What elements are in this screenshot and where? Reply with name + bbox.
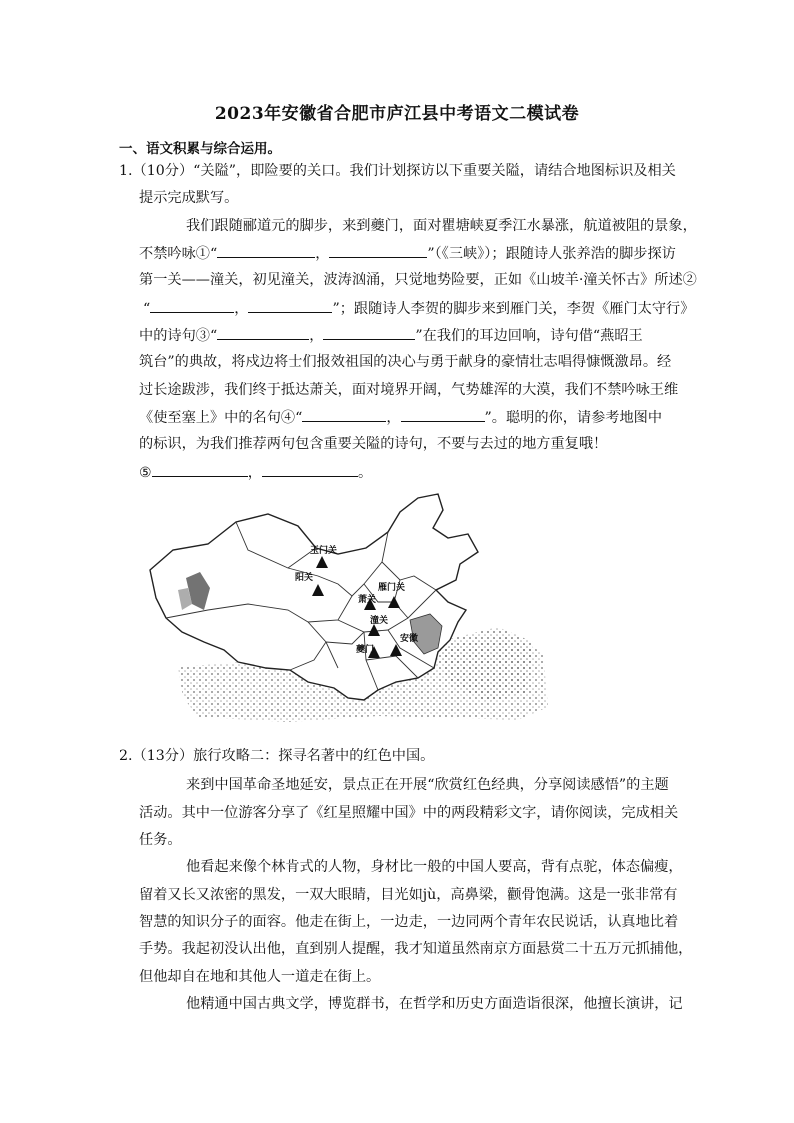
q1-text: ， (315, 246, 330, 262)
q1-text: ”；跟随诗人李贺的脚步来到雁门关，李贺《雁门太守行》 (332, 301, 695, 317)
map-label: 雁门关 (378, 583, 406, 593)
map-label: 潼关 (370, 616, 389, 626)
answer-blank[interactable] (401, 407, 485, 422)
q1-text: ”在我们的耳边回响，诗句借“燕昭王 (415, 328, 643, 344)
q1-line (139, 325, 643, 346)
q1-line: 筑台”的典故，将戍边将士们报效祖国的决心与勇于献身的豪情壮志唱得慷慨激昂。经 (139, 354, 672, 370)
answer-blank[interactable] (150, 298, 234, 313)
china-map-figure (138, 492, 552, 732)
map-label: 安徽 (400, 634, 419, 644)
answer-blank[interactable] (323, 325, 415, 340)
q1-text: ”（《三峡》）；跟随诗人张养浩的脚步探访 (427, 246, 676, 262)
q1-line: 提示完成默写。 (139, 190, 239, 206)
map-label: 萧关 (358, 595, 377, 605)
answer-blank[interactable] (302, 407, 386, 422)
map-label: 玉门关 (310, 546, 338, 556)
q1-header: 1.（10分）“关隘”，即险要的关口。我们计划探访以下重要关隘，请结合地图标识及相关 (119, 163, 676, 179)
q1-line (139, 462, 372, 483)
answer-blank[interactable] (152, 462, 248, 477)
q2-header: 2.（13分）旅行攻略二：探寻名著中的红色中国。 (119, 748, 435, 764)
q1-text: ， (247, 465, 262, 481)
map-label: 阳关 (295, 573, 314, 583)
q2-line: 他看起来像个林肯式的人物，身材比一般的中国人要高，背有点驼，体态偏瘦， (186, 859, 683, 875)
q1-line (139, 407, 662, 428)
q1-line: 过长途跋涉，我们终于抵达萧关，面对境界开阔，气势雄浑的大漠，我们不禁吟咏王维 (139, 382, 679, 398)
q2-line: 但他却自在地和其他人一道走在街上。 (139, 969, 381, 985)
map-label: 夔门 (356, 645, 375, 655)
q1-text: 不禁吟咏①“ (139, 246, 218, 262)
q2-line: 来到中国革命圣地延安，景点正在开展“欣赏红色经典，分享阅读感悟”的主题 (186, 777, 669, 793)
q1-line: 我们跟随郦道元的脚步，来到夔门，面对瞿塘峡夏季江水暴涨，航道被阻的景象， (186, 218, 697, 234)
q1-text: 《使至塞上》中的名句④“ (139, 410, 303, 426)
q2-line: 他精通中国古典文学，博览群书，在哲学和历史方面造诣很深，他擅长演讲，记 (186, 996, 683, 1012)
answer-blank[interactable] (217, 243, 315, 258)
q1-line (143, 298, 694, 319)
answer-blank[interactable] (329, 243, 427, 258)
q1-text: ”。聪明的你，请参考地图中 (484, 410, 663, 426)
q1-text: “ (143, 301, 151, 317)
q1-line (139, 243, 676, 264)
q1-text: ， (309, 328, 324, 344)
q1-text: ⑤ (139, 465, 152, 481)
answer-blank[interactable] (262, 462, 358, 477)
q2-line: 活动。其中一位游客分享了《红星照耀中国》中的两段精彩文字，请你阅读，完成相关 (139, 805, 679, 821)
answer-blank[interactable] (217, 325, 309, 340)
q1-text: ， (234, 301, 249, 317)
q2-line: 智慧的知识分子的面容。他走在街上，一边走，一边同两个青年农民说话，认真地比着 (139, 914, 679, 930)
q1-line: 的标识，为我们推荐两句包含重要关隘的诗句，不要与去过的地方重复哦！ (139, 436, 608, 452)
page-title: 2023年安徽省合肥市庐江县中考语文二模试卷 (214, 104, 580, 124)
q1-text: 中的诗句③“ (139, 328, 218, 344)
q2-line: 手势。我起初没认出他，直到别人提醒，我才知道虽然南京方面悬赏二十五万元抓捕他， (139, 941, 693, 957)
answer-blank[interactable] (248, 298, 332, 313)
q1-text: ， (386, 410, 401, 426)
q1-line: 第一关——潼关，初见潼关，波涛汹涌，只觉地势险要，正如《山坡羊·潼关怀古》所述② (139, 272, 697, 288)
section-heading: 一、语文积累与综合运用。 (119, 141, 281, 157)
q2-line: 留着又长又浓密的黑发，一双大眼睛，目光如jù，高鼻梁，颧骨饱满。这是一张非常有 (139, 887, 678, 903)
q1-text: 。 (357, 465, 373, 481)
q2-line: 任务。 (139, 832, 182, 848)
